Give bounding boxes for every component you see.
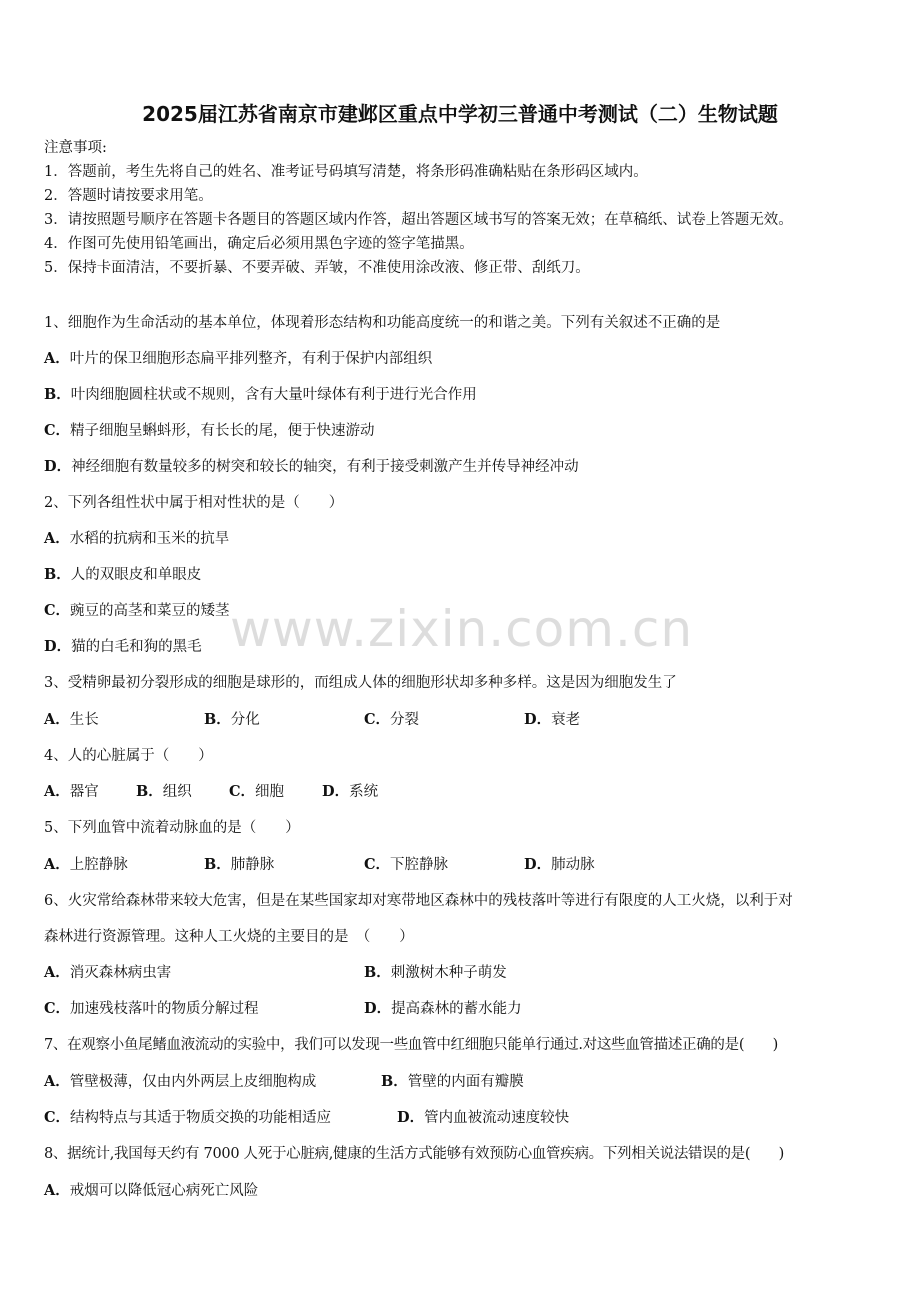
question-3-stem: 3、受精卵最初分裂形成的细胞是球形的，而组成人体的细胞形状却多种多样。这是因为细胞发生了 bbox=[44, 675, 677, 691]
question-4-option-d bbox=[322, 782, 378, 802]
option-text: 人的双眼皮和单眼皮 bbox=[70, 567, 202, 583]
option-label: D． bbox=[44, 638, 72, 655]
option-text: 生长 bbox=[69, 712, 99, 728]
question-7-stem: 7、在观察小鱼尾鳍血液流动的实验中，我们可以发现一些血管中红细胞只能单行通过.对这些血管描述正确的是( ) bbox=[44, 1037, 778, 1053]
option-text: 精子细胞呈蝌蚪形，有长长的尾，便于快速游动 bbox=[70, 423, 375, 439]
option-label: D． bbox=[524, 711, 552, 728]
question-7-option-a bbox=[44, 1072, 316, 1092]
option-label: A． bbox=[44, 964, 70, 981]
option-text: 分化 bbox=[230, 712, 260, 728]
option-label: D． bbox=[524, 856, 552, 873]
option-label: C． bbox=[364, 856, 391, 873]
option-text: 组织 bbox=[162, 784, 192, 800]
option-text: 神经细胞有数量较多的树突和较长的轴突，有利于接受刺激产生并传导神经冲动 bbox=[71, 459, 579, 475]
option-label: B． bbox=[381, 1073, 408, 1090]
option-text: 管内血被流动速度较快 bbox=[424, 1110, 570, 1126]
notice-item: 1．答题前，考生先将自己的姓名、准考证号码填写清楚，将条形码准确粘贴在条形码区域内。 bbox=[44, 164, 648, 180]
option-text: 衰老 bbox=[551, 712, 581, 728]
option-text: 细胞 bbox=[255, 784, 285, 800]
question-5-option-c bbox=[364, 855, 448, 875]
option-text: 提高森林的蓄水能力 bbox=[391, 1001, 522, 1017]
option-label: C． bbox=[44, 422, 71, 439]
option-text: 消灭森林病虫害 bbox=[69, 965, 172, 981]
option-label: A． bbox=[44, 530, 70, 547]
option-text: 加速残枝落叶的物质分解过程 bbox=[70, 1001, 259, 1017]
option-text: 肺静脉 bbox=[230, 857, 275, 873]
option-text: 系统 bbox=[349, 784, 379, 800]
option-label: C． bbox=[229, 783, 256, 800]
question-1-option-b bbox=[44, 385, 477, 405]
option-text: 管壁极薄，仅由内外两层上皮细胞构成 bbox=[69, 1074, 317, 1090]
option-text: 结构特点与其适于物质交换的功能相适应 bbox=[70, 1110, 332, 1126]
option-text: 器官 bbox=[69, 784, 99, 800]
question-3-option-c bbox=[364, 710, 419, 730]
option-text: 猫的白毛和狗的黑毛 bbox=[71, 639, 202, 655]
question-4-option-c bbox=[229, 782, 284, 802]
question-2-option-a bbox=[44, 529, 229, 549]
option-label: C． bbox=[364, 711, 391, 728]
option-label: B． bbox=[204, 856, 231, 873]
question-4-stem: 4、人的心脏属于（ ） bbox=[44, 748, 213, 764]
option-label: D． bbox=[44, 458, 72, 475]
notice-item: 3．请按照题号顺序在答题卡各题目的答题区域内作答，超出答题区域书写的答案无效；在草稿纸、试卷上答题无效。 bbox=[44, 212, 793, 228]
option-label: B． bbox=[136, 783, 163, 800]
option-text: 上腔静脉 bbox=[69, 857, 128, 873]
question-5-option-d bbox=[524, 855, 595, 875]
question-6-option-b bbox=[364, 963, 507, 983]
option-label: D． bbox=[397, 1109, 425, 1126]
question-6-option-c bbox=[44, 999, 259, 1019]
question-8-option-a bbox=[44, 1181, 258, 1201]
question-3-option-b bbox=[204, 710, 260, 730]
question-3-option-d bbox=[524, 710, 580, 730]
option-label: D． bbox=[322, 783, 350, 800]
option-text: 戒烟可以降低冠心病死亡风险 bbox=[69, 1183, 259, 1199]
question-1-stem: 1、细胞作为生命活动的基本单位，体现着形态结构和功能高度统一的和谐之美。下列有关叙述不正确的是 bbox=[44, 315, 721, 331]
option-label: B． bbox=[44, 566, 71, 583]
option-text: 叶片的保卫细胞形态扁平排列整齐，有利于保护内部组织 bbox=[69, 351, 433, 367]
question-6-stem: 6、火灾常给森林带来较大危害，但是在某些国家却对寒带地区森林中的残枝落叶等进行有限度的人工火烧，以利于对 bbox=[44, 893, 793, 909]
question-1-option-d bbox=[44, 457, 579, 477]
question-2-stem: 2、下列各组性状中属于相对性状的是（ ） bbox=[44, 495, 344, 511]
watermark: www.zixin.com.cn bbox=[230, 600, 694, 658]
option-label: A． bbox=[44, 1182, 70, 1199]
question-6-stem-cont: 森林进行资源管理。这种人工火烧的主要目的是 （ ） bbox=[44, 929, 414, 945]
question-7-option-d bbox=[397, 1108, 569, 1128]
notice-item: 4．作图可先使用铅笔画出，确定后必须用黑色字迹的签字笔描黑。 bbox=[44, 236, 474, 252]
notice-heading: 注意事项: bbox=[44, 140, 107, 156]
option-text: 肺动脉 bbox=[551, 857, 595, 873]
option-label: A． bbox=[44, 711, 70, 728]
question-5-stem: 5、下列血管中流着动脉血的是（ ） bbox=[44, 820, 300, 836]
question-2-option-c bbox=[44, 601, 230, 621]
question-1-option-c bbox=[44, 421, 375, 441]
option-label: B． bbox=[364, 964, 391, 981]
option-text: 刺激树木种子萌发 bbox=[390, 965, 507, 981]
option-label: A． bbox=[44, 856, 70, 873]
question-6-option-d bbox=[364, 999, 522, 1019]
option-label: C． bbox=[44, 1109, 71, 1126]
notice-item: 2．答题时请按要求用笔。 bbox=[44, 188, 213, 204]
question-7-option-c bbox=[44, 1108, 331, 1128]
question-8-stem: 8、据统计,我国每天约有 7000 人死于心脏病,健康的生活方式能够有效预防心血管疾病。下列相关说法错误的是( ) bbox=[44, 1146, 784, 1162]
option-label: A． bbox=[44, 1073, 70, 1090]
question-4-option-b bbox=[136, 782, 192, 802]
option-label: A． bbox=[44, 783, 70, 800]
notice-item: 5．保持卡面清洁，不要折暴、不要弄破、弄皱，不准使用涂改液、修正带、刮纸刀。 bbox=[44, 260, 590, 276]
page-title: 2025届江苏省南京市建邺区重点中学初三普通中考测试（二）生物试题 bbox=[142, 102, 778, 126]
option-label: A． bbox=[44, 350, 70, 367]
question-3-option-a bbox=[44, 710, 99, 730]
question-2-option-d bbox=[44, 637, 202, 657]
question-1-option-a bbox=[44, 349, 432, 369]
option-label: C． bbox=[44, 1000, 71, 1017]
option-label: B． bbox=[44, 386, 71, 403]
option-text: 水稻的抗病和玉米的抗旱 bbox=[69, 531, 230, 547]
question-2-option-b bbox=[44, 565, 201, 585]
option-label: B． bbox=[204, 711, 231, 728]
question-5-option-a bbox=[44, 855, 128, 875]
question-5-option-b bbox=[204, 855, 274, 875]
question-6-option-a bbox=[44, 963, 171, 983]
question-4-option-a bbox=[44, 782, 99, 802]
option-text: 豌豆的高茎和菜豆的矮茎 bbox=[70, 603, 230, 619]
option-text: 管壁的内面有瓣膜 bbox=[407, 1074, 524, 1090]
option-text: 叶肉细胞圆柱状或不规则，含有大量叶绿体有利于进行光合作用 bbox=[70, 387, 477, 403]
option-label: C． bbox=[44, 602, 71, 619]
question-7-option-b bbox=[381, 1072, 524, 1092]
option-text: 分裂 bbox=[390, 712, 420, 728]
option-label: D． bbox=[364, 1000, 392, 1017]
option-text: 下腔静脉 bbox=[390, 857, 449, 873]
